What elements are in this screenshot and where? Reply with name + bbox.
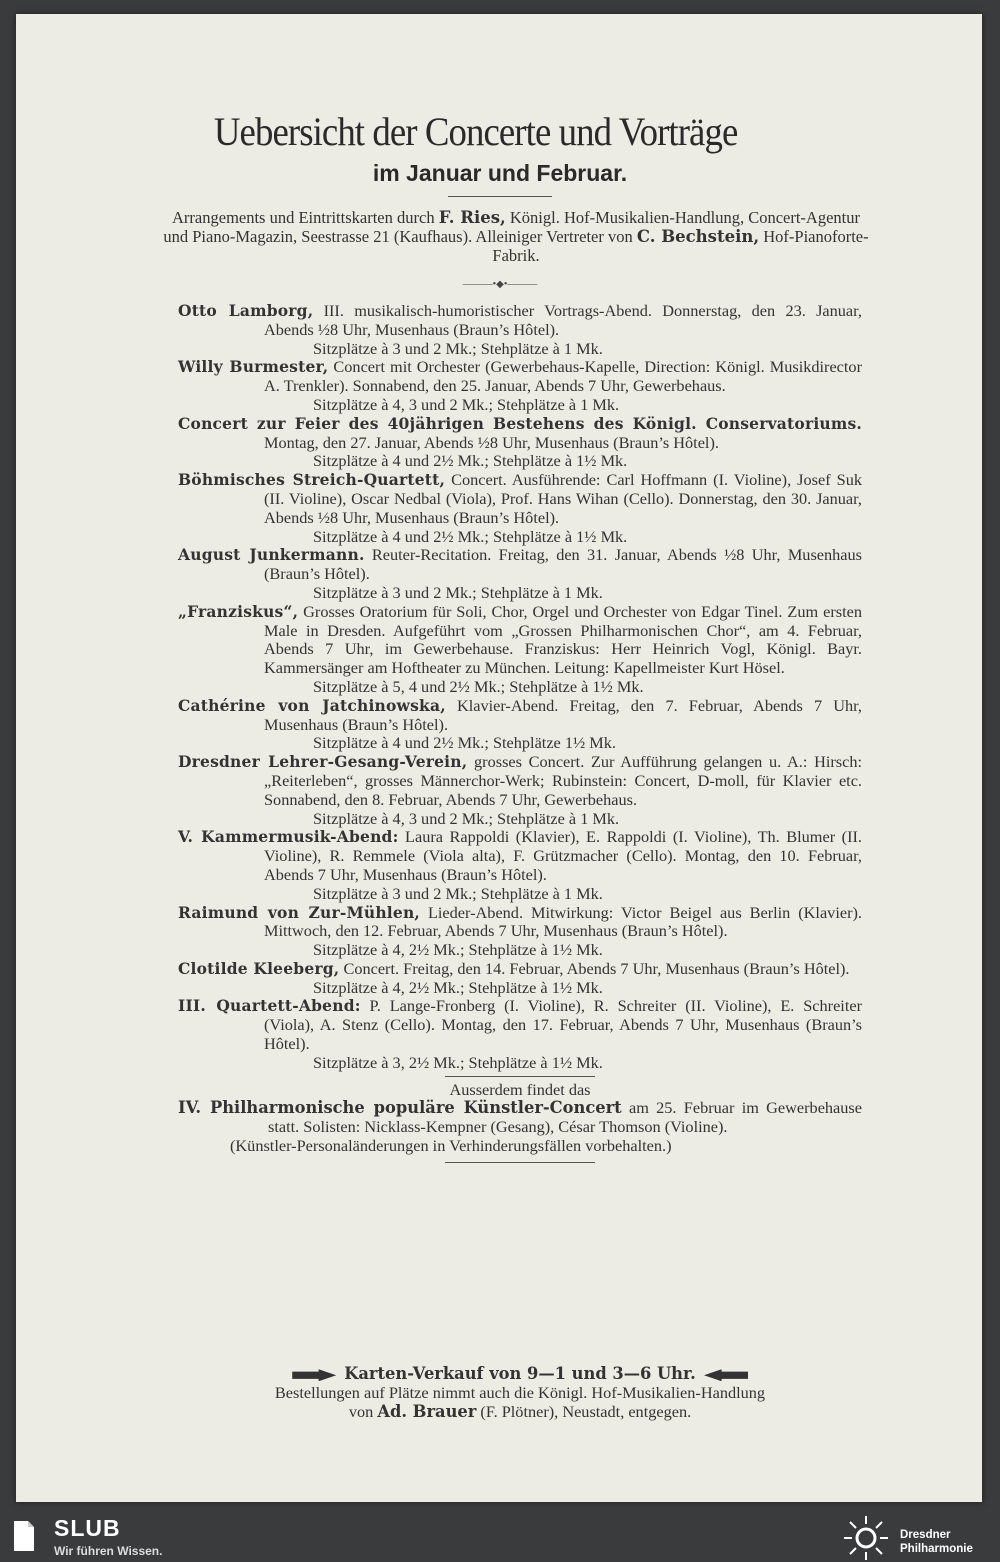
section-divider	[445, 1162, 595, 1163]
orders-text: (F. Plötner), Neustadt, entgegen.	[476, 1401, 692, 1421]
event-details: P. Lange-Fronberg (I. Violine), R. Schreiter (II. Violine), E. Schreiter (Viola), A. Stenz (Cello). Montag, den 17. Februar, Abends 7 Uhr, Musenhaus (Braun’s Hôtel).	[264, 996, 862, 1054]
performer-name: Willy Burmester,	[178, 357, 329, 377]
philharmonic-concert-entry	[178, 1099, 862, 1137]
concert-entry	[178, 546, 862, 584]
event-details: Reuter-Recitation. Freitag, den 31. Januar, Abends ½8 Uhr, Musenhaus (Braun’s Hôtel).	[264, 545, 862, 584]
event-details: Montag, den 27. Januar, Abends ½8 Uhr, Musenhaus (Braun’s Hôtel).	[264, 432, 719, 452]
event-details: Klavier-Abend. Freitag, den 7. Februar, Abends 7 Uhr, Musenhaus (Braun’s Hôtel).	[264, 695, 862, 734]
reservation-note: (Künstler-Personaländerungen in Verhinderungsfällen vorbehalten.)	[230, 1136, 672, 1156]
ausserdem-line: Ausserdem findet das	[449, 1079, 591, 1099]
concert-entry	[178, 358, 862, 396]
slub-tagline: Wir führen Wissen.	[54, 1544, 163, 1558]
performer-name: III. Quartett-Abend:	[178, 996, 361, 1016]
ticket-prices: Sitzplätze à 3 und 2 Mk.; Stehplätze à 1 Mk.	[313, 582, 603, 602]
concert-entry	[178, 753, 862, 809]
concert-entry	[178, 697, 862, 735]
event-details: Concert. Freitag, den 14. Februar, Abends 7 Uhr, Musenhaus (Braun’s Hôtel).	[339, 958, 850, 978]
concert-entry	[178, 302, 862, 340]
concert-entry	[178, 415, 862, 453]
philharmonie-logo-text	[900, 1528, 973, 1556]
ries-name: F. Ries,	[438, 208, 506, 227]
ornament-divider: ———•◆•———	[462, 279, 538, 290]
pointing-hand-icon	[292, 1369, 336, 1381]
page-title: Uebersicht der Concerte und Vorträge	[213, 109, 738, 154]
concert-entry	[178, 471, 862, 527]
orders-line-2	[180, 1403, 860, 1422]
ticket-prices: Sitzplätze à 5, 4 und 2½ Mk.; Stehplätze à 1½ Mk.	[313, 676, 644, 696]
event-details: Lieder-Abend. Mitwirkung: Victor Beigel aus Berlin (Klavier). Mittwoch, den 12. Februar, Abends 7 Uhr, Musenhaus (Braun’s Hôtel).	[264, 902, 862, 941]
orders-line: Bestellungen auf Plätze nimmt auch die Königl. Hof-Musikalien-Handlung	[274, 1382, 766, 1402]
event-details: Grosses Oratorium für Soli, Chor, Orgel und Orchester von Edgar Tinel. Zum ersten Male in Dresden. Aufgeführt vom „Grossen Philharmonischen Chor“, am 4. Februar, Abends 7 Uhr, im Gewerbehause. Franziskus: Herr Heinrich Vogl, Königl. Bayr. Kammersänger am Hoftheater zu München. Leitung: Kapellmeister Kurt Hösel.	[264, 601, 862, 678]
performer-name: August Junkermann.	[178, 545, 365, 565]
bechstein-name: C. Bechstein,	[636, 227, 760, 246]
orders-text: von	[348, 1401, 378, 1421]
event-details: Concert mit Orchester (Gewerbehaus-Kapelle, Direction: Königl. Musikdirector A. Trenkler). Sonnabend, den 25. Januar, Abends 7 Uhr, Gewerbehaus.	[264, 357, 862, 396]
ticket-sales-headline	[180, 1365, 860, 1384]
title-divider	[448, 196, 552, 197]
performer-name: Cathérine von Jatchinowska,	[178, 695, 446, 715]
event-details: Concert. Ausführende: Carl Hoffmann (I. Violine), Josef Suk (II. Violine), Oscar Nedbal (Viola), Prof. Hans Wihan (Cello). Donnerstag, den 30. Januar, Abends ½8 Uhr, Musenhaus (Braun’s Hôtel).	[264, 470, 862, 527]
performer-name: Otto Lamborg,	[178, 301, 314, 320]
concert-entry	[178, 603, 862, 678]
intro-text: Königl. Hof-Musikalien-Handlung, Concert-Agentur und Piano-Magazin, Seestrasse 21 (Kaufhaus). Alleiniger Vertreter von	[163, 208, 860, 246]
philharmonie-line-1: Dresdner	[900, 1529, 951, 1541]
ticket-prices: Sitzplätze à 4 und 2½ Mk.; Stehplätze à 1½ Mk.	[313, 526, 628, 546]
philharmonic-concert-details: am 25. Februar im Gewerbehause statt. Solisten: Nicklass-Kempner (Gesang), César Thomson (Violine).	[268, 1098, 862, 1137]
ticket-prices: Sitzplätze à 4, 3 und 2 Mk.; Stehplätze à 1 Mk.	[313, 808, 620, 828]
slub-logo-text: SLUB	[54, 1515, 121, 1541]
performer-name: Dresdner Lehrer-Gesang-Verein,	[178, 752, 468, 772]
concert-entry	[178, 828, 862, 884]
ticket-prices: Sitzplätze à 4 und 2½ Mk.; Stehplätze 1½ Mk.	[313, 733, 616, 753]
event-details: grosses Concert. Zur Aufführung gelangen u. A.: Hirsch: „Reiterleben“, grosses Männerchor-Werk; Rubinstein: Concert, D-moll, für Klavier etc. Sonnabend, den 8. Februar, Abends 7 Uhr, Gewerbehaus.	[264, 752, 862, 809]
performer-name: Raimund von Zur-Mühlen,	[178, 902, 421, 922]
performer-name: Böhmisches Streich-Quartett,	[178, 470, 446, 490]
intro-text: Hof-Pianoforte-Fabrik.	[492, 227, 869, 265]
page-subtitle: im Januar und Februar.	[372, 160, 628, 186]
ticket-prices: Sitzplätze à 4 und 2½ Mk.; Stehplätze à 1½ Mk.	[313, 451, 628, 471]
ticket-prices: Sitzplätze à 4, 3 und 2 Mk.; Stehplätze à 1 Mk.	[313, 394, 620, 414]
intro-paragraph	[160, 208, 872, 265]
philharmonie-line-2: Philharmonie	[900, 1543, 973, 1555]
philharmonie-logo-icon	[842, 1514, 890, 1562]
performer-name: Concert zur Feier des 40jährigen Bestehens des Königl. Conservatoriums.	[178, 413, 862, 433]
concert-entry	[178, 997, 862, 1053]
section-divider	[445, 1076, 595, 1077]
ticket-prices: Sitzplätze à 4, 2½ Mk.; Stehplätze à 1½ Mk.	[313, 940, 603, 960]
brauer-name: Ad. Brauer	[377, 1401, 477, 1421]
event-details: III. musikalisch-humoristischer Vortrags-Abend. Donnerstag, den 23. Januar, Abends ½8 Uhr, Musenhaus (Braun’s Hôtel).	[264, 301, 862, 339]
philharmonic-concert-title: IV. Philharmonische populäre Künstler-Concert	[178, 1098, 622, 1118]
ticket-prices: Sitzplätze à 3 und 2 Mk.; Stehplätze à 1 Mk.	[313, 338, 603, 358]
ticket-prices: Sitzplätze à 4, 2½ Mk.; Stehplätze à 1½ Mk.	[313, 977, 603, 997]
concert-entry	[178, 960, 862, 979]
concert-list	[178, 302, 862, 1163]
sales-hours: Karten-Verkauf von 9—1 und 3—6 Uhr.	[344, 1364, 696, 1383]
concert-entry	[178, 904, 862, 942]
performer-name: „Franziskus“,	[178, 601, 299, 621]
slub-logo-icon	[12, 1519, 36, 1553]
ticket-sales	[180, 1365, 860, 1421]
intro-text: Arrangements und Eintrittskarten durch	[172, 208, 439, 227]
performer-name: V. Kammermusik-Abend:	[178, 827, 399, 847]
performer-name: Clotilde Kleeberg,	[178, 958, 340, 978]
ticket-prices: Sitzplätze à 3, 2½ Mk.; Stehplätze à 1½ Mk.	[313, 1052, 603, 1072]
event-details: Laura Rappoldi (Klavier), E. Rappoldi (I. Violine), Th. Blumer (II. Violine), R. Remmele (Viola alta), F. Grützmacher (Cello). Montag, den 10. Februar, Abends 7 Uhr, Musenhaus (Braun’s Hôtel).	[264, 827, 862, 884]
pointing-hand-icon	[704, 1369, 748, 1381]
ticket-prices: Sitzplätze à 3 und 2 Mk.; Stehplätze à 1 Mk.	[313, 883, 603, 903]
